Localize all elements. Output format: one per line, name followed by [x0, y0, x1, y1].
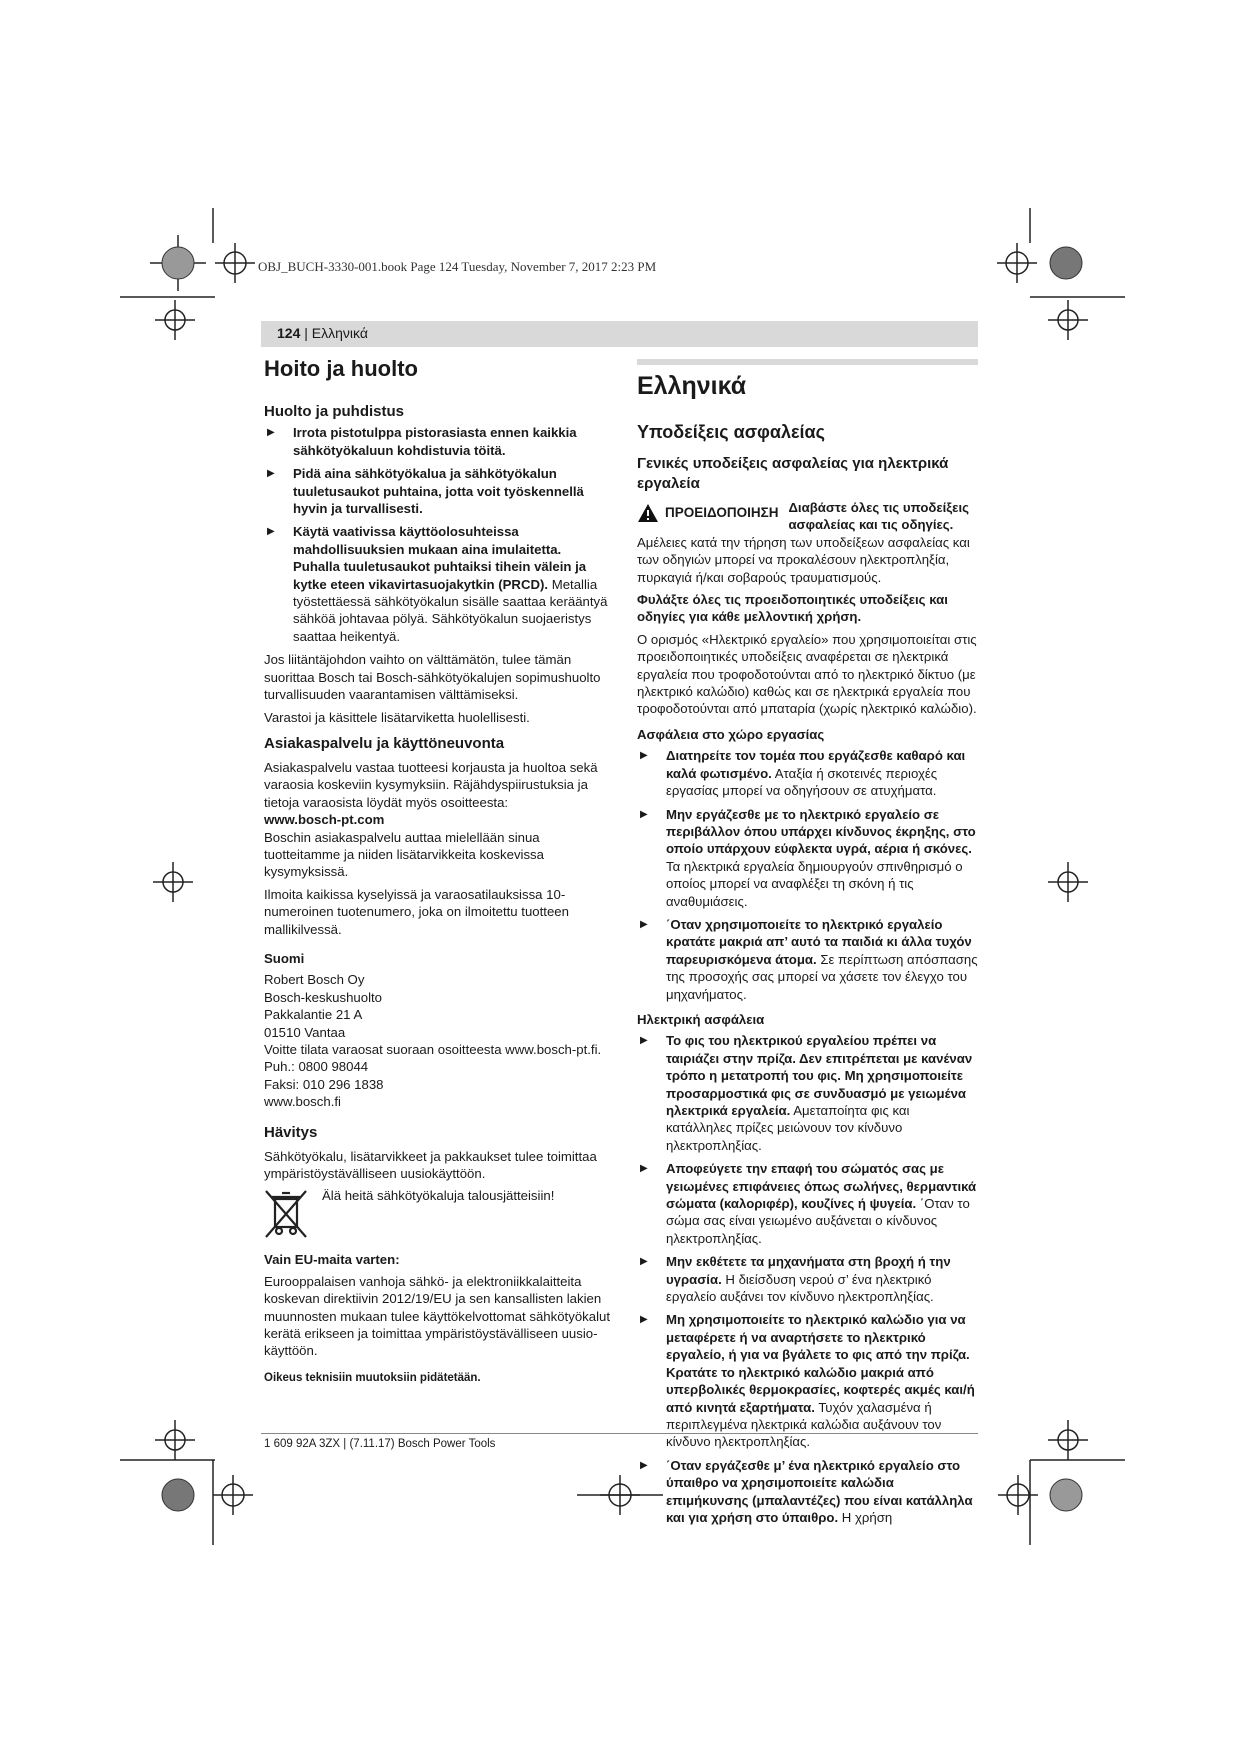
- list-item: [264, 523, 610, 645]
- general-heading: Γενικές υποδείξεις ασφαλείας για ηλεκτρικά εργαλεία: [637, 455, 949, 492]
- bullet-bold: ΄Οταν χρησιμοποιείτε το ηλεκτρικό εργαλείο κρατάτε μακριά απ’ αυτό τα παιδιά κι άλλα τυχόν παρευρισκόμενα άτομα.: [666, 916, 972, 967]
- warning-block: [637, 499, 978, 586]
- list-item: [637, 806, 978, 910]
- address-line: Puh.: 0800 98044: [264, 1059, 369, 1075]
- warning-bold: Διαβάστε όλες τις υποδείξεις ασφαλείας και τις οδηγίες.: [788, 500, 969, 533]
- paragraph: Varastoi ja käsittele lisätarviketta huolellisesti.: [264, 709, 530, 725]
- weee-row: [264, 1187, 610, 1239]
- list-item: [637, 1311, 978, 1450]
- bullet-text: Η χρήση: [838, 1509, 893, 1525]
- footer-rule: [261, 1433, 978, 1434]
- paragraph: Sähkötyökalu, lisätarvikkeet ja pakkaukset tulee toimittaa ympäristöystävälliseen uusiokäyttöön.: [264, 1148, 597, 1182]
- bullet-text: Τα ηλεκτρικά εργαλεία δημιουργούν σπινθηρισμό ο οποίος μπορεί να αναφλέξει τη σκόνη ή τις αναθυμιάσεις.: [666, 858, 963, 909]
- list-item: [264, 424, 610, 459]
- list-item: [637, 916, 978, 1003]
- bullet-text: Αμεταποίητα φις και κατάλληλες πρίζες μειώνουν τον κίνδυνο ηλεκτροπληξίας.: [666, 1103, 910, 1153]
- rights-notice: Oikeus teknisiin muutoksiin pidätetään.: [264, 1371, 481, 1384]
- right-column: [637, 366, 978, 1532]
- header-separator: |: [300, 325, 312, 341]
- page-header-text: [277, 325, 368, 341]
- bullet-text: Αταξία ή σκοτεινές περιοχές εργασίας μπορεί να οδηγήσουν σε ατυχήματα.: [666, 765, 938, 799]
- address-line: Bosch-keskushuolto: [264, 989, 383, 1005]
- bullet-bold: Irrota pistotulppa pistorasiasta ennen kaikkia sähkötyökaluun kohdistuvia töitä.: [293, 425, 577, 458]
- paragraph: Ilmoita kaikissa kyselyissä ja varaosatilauksissa 10-numeroinen tuotenumero, joka on ilmoitettu tuotteen mallikilvessä.: [264, 886, 569, 937]
- page-header-bar: [261, 321, 978, 347]
- bullet-bold: Μη χρησιμοποιείτε το ηλεκτρικό καλώδιο για να μεταφέρετε ή να αναρτήσετε το ηλεκτρικό εργαλείο, ή για να βγάλετε το φις από την πρίζα. Κρατάτε το ηλεκτρικό καλώδιο μακριά από υπερβολικές θερμοκρασίες, κοφτερές ακμές και/ή από κινητά εξαρτήματα.: [666, 1312, 975, 1415]
- bullet-bold: Pidä aina sähkötyökalua ja sähkötyökalun tuuletusaukot puhtaina, jotta voit työskennellä hyvin ja turvallisesti.: [293, 466, 584, 517]
- list-item: [637, 747, 978, 799]
- warning-text: Αμέλειες κατά την τήρηση των υποδείξεων ασφαλείας και των οδηγιών μπορεί να προκαλέσουν ηλεκτροπληξία, πυρκαγιά ή/και σοβαρούς τραυματισμούς.: [637, 534, 970, 585]
- paragraph: Jos liitäntäjohdon vaihto on välttämätön, tulee tämän suorittaa Bosch tai Bosch-sähkötyökalujen sopimushuolto turvallisuuden vaarantamisen välttämiseksi.: [264, 652, 601, 703]
- paragraph: Ο ορισμός «Ηλεκτρικό εργαλείο» που χρησιμοποιείται στις προειδοποιητικές υποδείξεις αναφέρεται σε ηλεκτρικά εργαλεία που τροφοδοτούνται από το ηλεκτρικό δίκτυο (με ηλεκτρικό καλώδιο) καθώς και σε ηλεκτρικά εργαλεία που τροφοδοτούνται από μπαταρία (χωρίς ηλεκτρικό καλώδιο).: [637, 631, 977, 717]
- bullet-text: Metallia työstettäessä sähkötyökalun sisälle saattaa kerääntyä sähköä johtavaa pölyä. Sähkötyökalun suojaeristys saattaa heikentyä.: [293, 576, 608, 644]
- bullet-text: Η διείσδυση νερού σ’ ένα ηλεκτρικό εργαλείο αυξάνει τον κίνδυνο ηλεκτροπληξίας.: [666, 1271, 934, 1305]
- bullet-bold: Μην εργάζεσθε με το ηλεκτρικό εργαλείο σε περιβάλλον όπου υπάρχει κίνδυνος έκρηξης, στο οποίο υπάρχουν εύφλεκτα υγρά, αέρια ή σκόνες.: [666, 806, 976, 857]
- bullet-text: Τυχόν χαλασμένα ή περιπλεγμένα ηλεκτρικά καλώδια αυξάνουν τον κίνδυνο ηλεκτροπληξίας.: [666, 1399, 942, 1450]
- paragraph: Eurooppalaisen vanhoja sähkö- ja elektroniikkalaitteita koskevan direktiivin 2012/19/EU ja sen kansallisten lakien muunnosten mukaan tulee käyttökelvottomat sähkötyökalut kerätä erikseen ja toimittaa ympäristöystävälliseen uusiokäyttöön.: [264, 1273, 611, 1359]
- address-line: Robert Bosch Oy: [264, 972, 365, 988]
- language-title: Ελληνικά: [637, 372, 747, 400]
- header-section: Ελληνικά: [311, 325, 368, 341]
- safety-heading: Υποδείξεις ασφαλείας: [637, 422, 825, 442]
- address-line: Pakkalantie 21 A: [264, 1007, 363, 1023]
- bullet-bold: Μην εκθέτετε τα μηχανήματα στη βροχή ή την υγρασία.: [666, 1254, 951, 1287]
- bullet-text: Σε περίπτωση απόσπασης της προσοχής σας μπορεί να χάσετε τον έλεγχο του μηχανήματος.: [666, 951, 978, 1002]
- list-item: [637, 1457, 978, 1527]
- weee-text: Älä heitä sähkötyökaluja talousjätteisiin!: [322, 1188, 555, 1204]
- maintenance-heading: Huolto ja puhdistus: [264, 403, 404, 420]
- bullet-text: ΄Οταν το σώμα σας είναι γειωμένο αυξάνεται ο κίνδυνος ηλεκτροπληξίας.: [666, 1196, 970, 1246]
- page-footer: 1 609 92A 3ZX | (7.11.17) Bosch Power Tools: [264, 1438, 496, 1450]
- address-block: [264, 971, 610, 1110]
- bullet-bold: Käytä vaativissa käyttöolosuhteissa mahdollisuuksien mukaan aina imulaitetta. Puhalla tuuletusaukot puhtaiksi tihein välein ja kytke eteen vikavirtasuojakytkin (PRCD).: [293, 524, 587, 592]
- service-url[interactable]: www.bosch-pt.com: [264, 812, 385, 828]
- greek-title-rule: [637, 359, 978, 365]
- left-column: [264, 355, 610, 1392]
- bullet-bold: Αποφεύγετε την επαφή του σώματός σας με γειωμένες επιφάνειες όπως σωλήνες, θερμαντικά σώματα (καλοριφέρ), κουζίνες ή ψυγεία.: [666, 1161, 977, 1212]
- warning-label: [637, 503, 778, 523]
- work-area-heading: Ασφάλεια στο χώρο εργασίας: [637, 726, 825, 742]
- address-line: 01510 Vantaa: [264, 1024, 346, 1040]
- page-number: 124: [277, 325, 301, 341]
- suomi-heading: Suomi: [264, 950, 305, 966]
- keep-instructions: Φυλάξτε όλες τις προειδοποιητικές υποδείξεις και οδηγίες για κάθε μελλοντική χρήση.: [637, 592, 948, 625]
- service-heading: Asiakaspalvelu ja käyttöneuvonta: [264, 734, 505, 752]
- paragraph: Boschin asiakaspalvelu auttaa mielellään sinua tuotteitamme ja niiden lisätarvikkeita koskevissa kysymyksissä.: [264, 829, 544, 880]
- disposal-heading: Hävitys: [264, 1123, 318, 1141]
- list-item: [637, 1032, 978, 1154]
- list-item: [637, 1253, 978, 1305]
- print-header: OBJ_BUCH-3330-001.book Page 124 Tuesday, November 7, 2017 2:23 PM: [258, 259, 657, 274]
- bullet-bold: Διατηρείτε τον τομέα που εργάζεσθε καθαρό και καλά φωτισμένο.: [666, 748, 966, 781]
- bullet-bold: Το φις του ηλεκτρικού εργαλείου πρέπει να ταιριάζει στην πρίζα. Δεν επιτρέπεται με κανέναν τρόπο η μετατροπή του φις. Μη χρησιμοποιείτε προσαρμοστικά φις σε συνδυασμό με γειωμένα ηλεκτρικά εργαλεία.: [666, 1033, 973, 1118]
- address-line[interactable]: www.bosch.fi: [264, 1094, 341, 1110]
- list-item: [264, 465, 610, 517]
- eu-heading: Vain EU-maita varten:: [264, 1252, 400, 1268]
- crossed-bin-icon: [264, 1187, 308, 1239]
- address-line: Faksi: 010 296 1838: [264, 1076, 384, 1092]
- address-line: Voitte tilata varaosat suoraan osoitteesta www.bosch-pt.fi.: [264, 1042, 602, 1057]
- paragraph: Asiakaspalvelu vastaa tuotteesi korjausta ja huoltoa sekä varaosia koskeviin kysymyksiin. Räjähdyspiirustuksia ja tietoja varaosista löydät myös osoitteesta:: [264, 759, 598, 810]
- bullet-bold: ΄Οταν εργάζεσθε μ’ ένα ηλεκτρικό εργαλείο στο ύπαιθρο να χρησιμοποιείτε καλώδια επιμήκυνσης (μπαλαντέζες) που είναι κατάλληλα και για χρήση στο ύπαιθρο.: [666, 1457, 973, 1525]
- warning-triangle-icon: [637, 503, 659, 523]
- electrical-heading: Ηλεκτρική ασφάλεια: [637, 1011, 765, 1027]
- list-item: [637, 1160, 978, 1247]
- warning-label-text: ΠΡΟΕΙΔΟΠΟΙΗΣΗ: [665, 505, 779, 521]
- section-title: Hoito ja huolto: [264, 356, 418, 381]
